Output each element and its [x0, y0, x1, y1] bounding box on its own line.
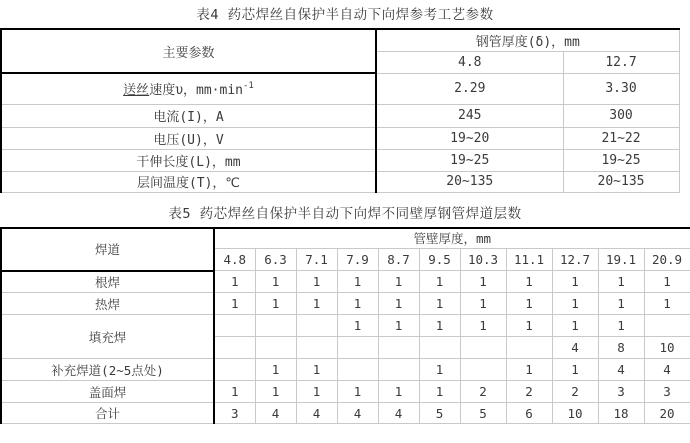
table-cell: 1	[644, 293, 690, 315]
wall-thickness-group-header: 管壁厚度，mm	[214, 228, 690, 249]
superscript-exponent: -1	[242, 80, 254, 91]
table-cell: 10	[644, 337, 690, 359]
bead-header-cell: 焊道	[1, 228, 214, 271]
table-cell: 4	[255, 403, 296, 424]
column-header: 20.9	[644, 249, 690, 271]
column-header: 6.3	[255, 249, 296, 271]
table-cell: 1	[552, 315, 598, 337]
table-cell: 1	[296, 293, 337, 315]
table4-title: 表4 药芯焊丝自保护半自动下向焊参考工艺参数	[196, 7, 494, 23]
table-cell: 1	[419, 293, 460, 315]
table-cell: 8	[598, 337, 644, 359]
row-label-text: 速度υ，mm·min	[149, 83, 243, 99]
table-cell: 4	[598, 359, 644, 381]
table-cell: 1	[337, 271, 378, 293]
table-cell: 2	[460, 381, 506, 403]
table-cell: 19~25	[376, 149, 563, 171]
param-header-cell: 主要参数	[1, 29, 376, 73]
table-cell: 1	[644, 271, 690, 293]
row-label: 热焊	[1, 293, 214, 315]
table-cell: 1	[552, 293, 598, 315]
table-cell: 19~20	[376, 127, 563, 149]
table-cell: 4	[552, 337, 598, 359]
table-cell	[214, 359, 255, 381]
column-header: 9.5	[419, 249, 460, 271]
table-cell: 1	[506, 293, 552, 315]
table-cell	[378, 359, 419, 381]
table-cell: 1	[552, 271, 598, 293]
table-cell: 1	[337, 293, 378, 315]
table-cell: 1	[214, 293, 255, 315]
table-cell: 1	[419, 359, 460, 381]
table-cell	[296, 315, 337, 337]
row-label: 电流(I)，A	[1, 104, 376, 127]
table5-bead-layers	[0, 227, 690, 425]
table-cell: 4	[378, 403, 419, 424]
table-cell: 1	[378, 271, 419, 293]
row-label: 干伸长度(L)，mm	[1, 149, 376, 171]
table-cell: 2.29	[376, 73, 563, 104]
table-cell: 1	[419, 315, 460, 337]
table-cell: 1	[378, 381, 419, 403]
table-cell: 3	[598, 381, 644, 403]
table4-welding-parameters	[0, 28, 680, 193]
row-label: 补充焊道(2~5点处)	[1, 359, 214, 381]
table-cell: 1	[419, 271, 460, 293]
table-cell	[255, 315, 296, 337]
row-label: 电压(U)，V	[1, 127, 376, 149]
table-cell: 1	[598, 271, 644, 293]
table-cell: 1	[506, 315, 552, 337]
column-header: 10.3	[460, 249, 506, 271]
table-cell: 2	[506, 381, 552, 403]
table-cell: 1	[255, 381, 296, 403]
table-cell: 1	[460, 315, 506, 337]
table-cell	[644, 315, 690, 337]
column-header: 7.1	[296, 249, 337, 271]
table-cell	[337, 337, 378, 359]
table-cell: 1	[598, 293, 644, 315]
table-cell	[296, 337, 337, 359]
table-cell	[337, 359, 378, 381]
table-cell: 1	[214, 271, 255, 293]
table-cell: 4	[296, 403, 337, 424]
table-cell: 1	[552, 359, 598, 381]
table-cell: 4	[644, 359, 690, 381]
table-cell: 1	[214, 381, 255, 403]
column-header: 19.1	[598, 249, 644, 271]
table-cell: 5	[419, 403, 460, 424]
table-cell	[214, 315, 255, 337]
table-cell	[214, 337, 255, 359]
table-cell: 19~25	[563, 149, 679, 171]
column-header: 4.8	[214, 249, 255, 271]
table-cell: 2	[552, 381, 598, 403]
table-cell: 20	[644, 403, 690, 424]
table-cell: 1	[506, 271, 552, 293]
column-header: 12.7	[563, 51, 679, 73]
thickness-group-header: 钢管厚度(δ)，mm	[376, 29, 679, 51]
column-header: 12.7	[552, 249, 598, 271]
table-cell: 1	[460, 293, 506, 315]
table-cell: 245	[376, 104, 563, 127]
table-cell: 1	[506, 359, 552, 381]
table-cell	[378, 337, 419, 359]
table-cell: 3	[644, 381, 690, 403]
row-label: 填充焊	[1, 315, 214, 359]
table-cell: 1	[378, 293, 419, 315]
table-cell: 1	[296, 381, 337, 403]
table-cell: 3.30	[563, 73, 679, 104]
table-cell: 20~135	[376, 171, 563, 192]
table-cell	[255, 337, 296, 359]
table-cell	[419, 337, 460, 359]
table-cell: 10	[552, 403, 598, 424]
table-cell: 1	[378, 315, 419, 337]
table-cell: 300	[563, 104, 679, 127]
table-cell: 3	[214, 403, 255, 424]
table-cell: 1	[255, 293, 296, 315]
table-cell: 1	[419, 381, 460, 403]
table-cell: 1	[296, 271, 337, 293]
table-cell: 18	[598, 403, 644, 424]
table-cell: 6	[506, 403, 552, 424]
table-cell	[460, 359, 506, 381]
row-label-underlined-part: 送丝	[123, 83, 150, 99]
column-header: 11.1	[506, 249, 552, 271]
table-cell	[506, 337, 552, 359]
table-cell: 4	[337, 403, 378, 424]
column-header: 8.7	[378, 249, 419, 271]
table-cell: 5	[460, 403, 506, 424]
table5-title: 表5 药芯焊丝自保护半自动下向焊不同壁厚钢管焊道层数	[168, 205, 522, 222]
row-label: 层间温度(T)，℃	[1, 171, 376, 192]
spacer	[0, 193, 690, 206]
table-cell: 1	[460, 271, 506, 293]
row-label	[1, 73, 376, 104]
row-label: 合计	[1, 403, 214, 424]
row-label: 根焊	[1, 271, 214, 293]
column-header: 7.9	[337, 249, 378, 271]
table-cell: 1	[296, 359, 337, 381]
table-cell: 1	[598, 315, 644, 337]
table-cell: 1	[255, 359, 296, 381]
table-cell: 1	[337, 315, 378, 337]
table-cell	[460, 337, 506, 359]
row-label: 盖面焊	[1, 381, 214, 403]
table-cell: 1	[255, 271, 296, 293]
table-cell: 21~22	[563, 127, 679, 149]
table-cell: 20~135	[563, 171, 679, 192]
table-cell: 1	[337, 381, 378, 403]
column-header: 4.8	[376, 51, 563, 73]
